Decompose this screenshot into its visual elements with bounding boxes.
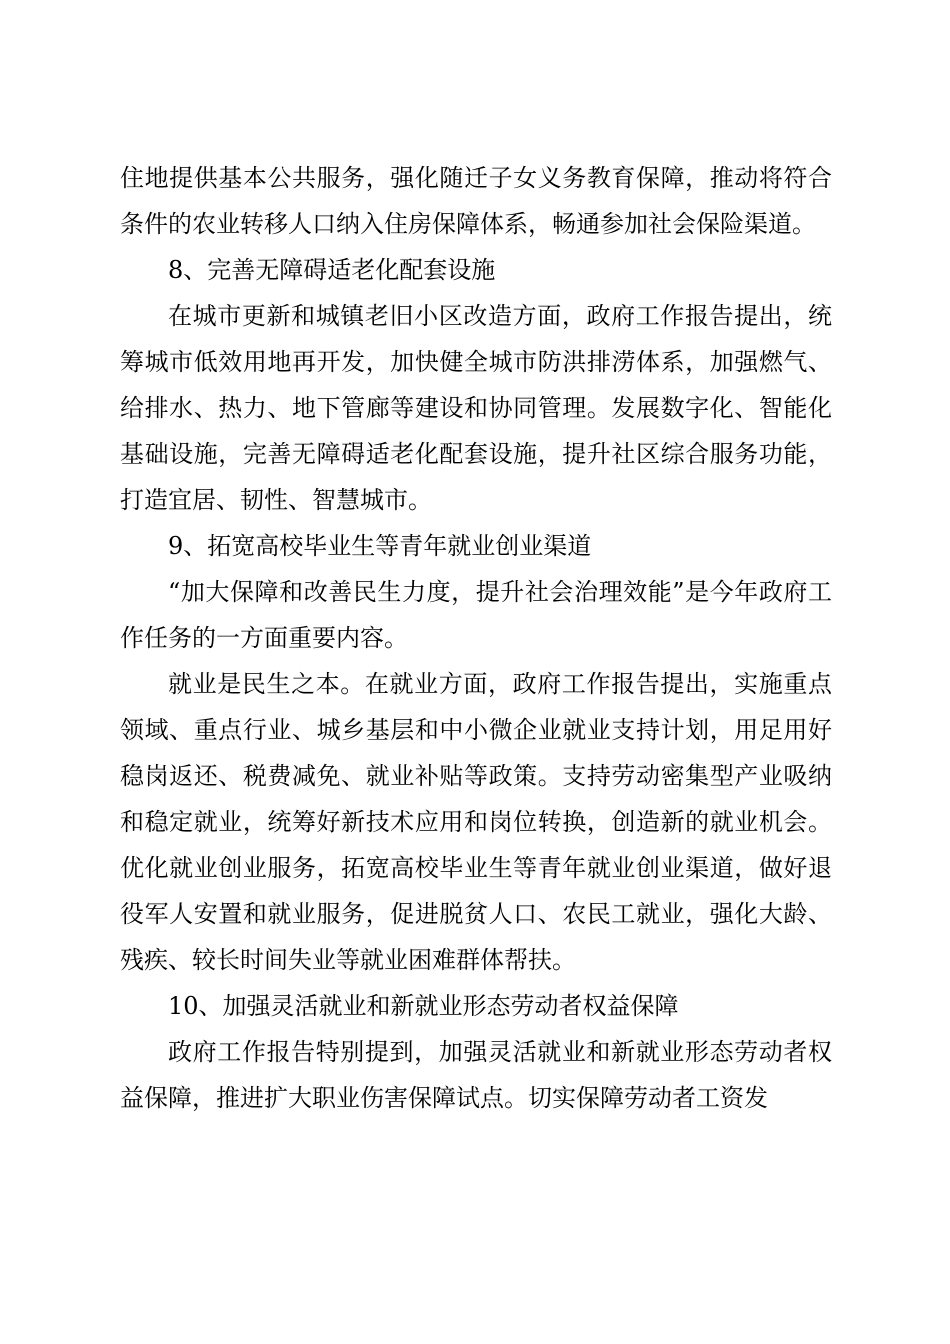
document-body [120,155,832,1121]
paragraph-employment: 就业是民生之本。在就业方面，政府工作报告提出，实施重点领域、重点行业、城乡基层和中小微企业就业支持计划，用足用好稳岗返还、税费减免、就业补贴等政策。支持劳动密集型产业吸纳和稳定就业，统筹好新技术应用和岗位转换，创造新的就业机会。优化就业创业服务，拓宽高校毕业生等青年就业创业渠道，做好退役军人安置和就业服务，促进脱贫人口、农民工就业，强化大龄、残疾、较长时间失业等就业困难群体帮扶。 [120,670,832,974]
paragraph-continuation: 住地提供基本公共服务，强化随迁子女义务教育保障，推动将符合条件的农业转移人口纳入住房保障体系，畅通参加社会保险渠道。 [120,164,832,238]
paragraph-labor-rights: 政府工作报告特别提到，加强灵活就业和新就业形态劳动者权益保障，推进扩大职业伤害保障试点。切实保障劳动者工资发 [120,1038,832,1112]
section-heading-9: 9、拓宽高校毕业生等青年就业创业渠道 [168,532,592,560]
section-heading-10: 10、加强灵活就业和新就业形态劳动者权益保障 [168,992,679,1020]
section-heading-8: 8、完善无障碍适老化配套设施 [168,256,496,284]
paragraph-urban-renewal: 在城市更新和城镇老旧小区改造方面，政府工作报告提出，统筹城市低效用地再开发，加快健全城市防洪排涝体系，加强燃气、给排水、热力、地下管廊等建设和协同管理。发展数字化、智能化基础设施，完善无障碍适老化配套设施，提升社区综合服务功能，打造宜居、韧性、智慧城市。 [120,302,832,514]
paragraph-livelihood: “加大保障和改善民生力度，提升社会治理效能”是今年政府工作任务的一方面重要内容。 [120,578,832,652]
